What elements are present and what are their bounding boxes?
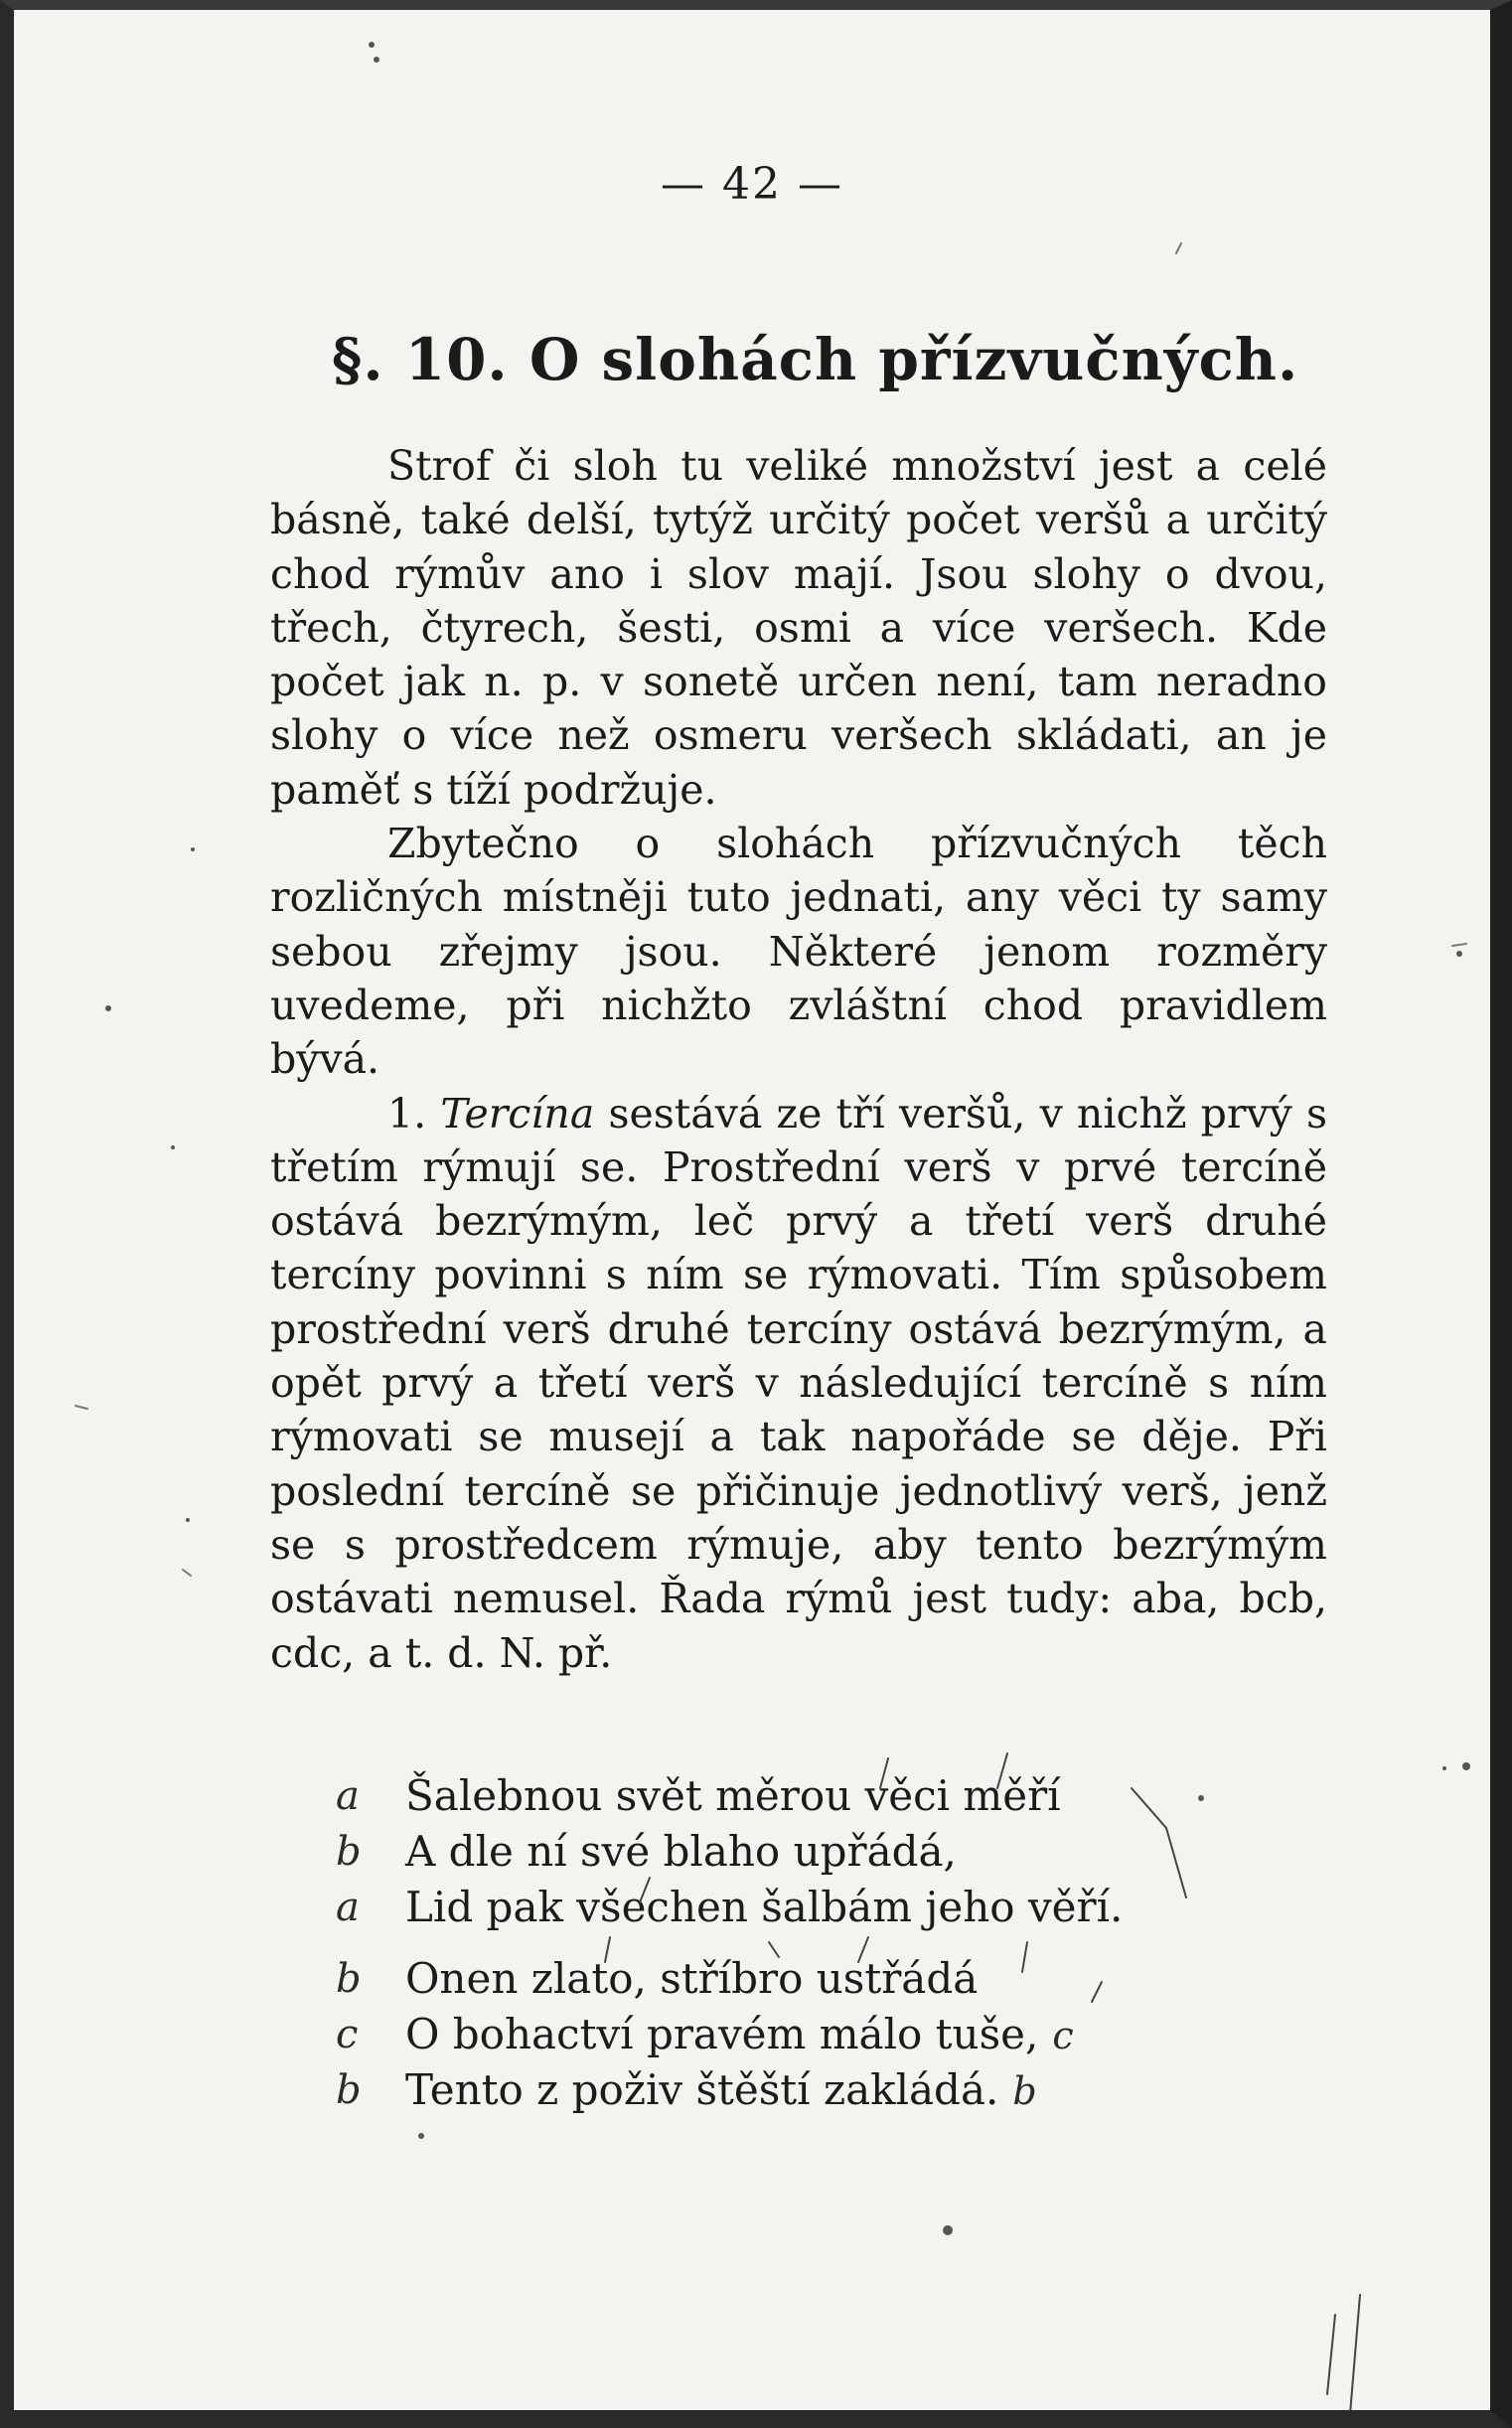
end-rhyme-mark: c bbox=[1052, 2014, 1074, 2057]
verse-text-content: O bohactví pravém málo tuše, bbox=[405, 2010, 1039, 2058]
poem-stanza-1 bbox=[336, 1768, 1236, 1935]
rhyme-mark: b bbox=[336, 2067, 362, 2113]
verse-text: Onen zlato, stříbro ustřádá bbox=[405, 1954, 979, 2003]
rhyme-mark: a bbox=[336, 1773, 360, 1819]
paragraph-1: Strof či sloh tu veliké množství jest a celé básně, také delší, tytýž určitý počet veršů a určitý chod rýmův ano i slov mají. Jsou slohy o dvou, třech, čtyrech, šesti, osmi a více veršech. Kde počet jak n. p. v sonetě určen není, tam neradno slohy o více než osmeru veršech skládati, an je paměť s tíží podržuje. bbox=[270, 442, 1327, 814]
rhyme-mark: b bbox=[336, 1829, 362, 1875]
paragraph-2: Zbytečno o slohách přízvučných těch rozličných místněji tuto jednati, any věci ty samy sebou zřejmy jsou. Některé jenom rozměry uvedeme, při nichžto zvláštní chod pravidlem bývá. bbox=[270, 820, 1327, 1084]
paragraph-3-term: Tercína bbox=[440, 1089, 595, 1138]
verse-text: Šalebnou svět měrou věci měří bbox=[405, 1771, 1061, 1820]
poem-line bbox=[336, 1824, 1236, 1880]
verse-text: Lid pak všechen šalbám jeho věří. bbox=[405, 1883, 1124, 1931]
verse-text: A dle ní své blaho upřádá, bbox=[405, 1827, 957, 1876]
paragraph-3-text: sestává ze tří veršů, v nichž prvý s třetím rýmují se. Prostřední verš v prvé tercíně ostává bezrýmým, leč prvý a třetí verš druhé tercíny povinni s ním se rýmovati. Tím spůsobem prostřední verš druhé tercíny ostává bezrýmým, a opět prvý a třetí verš v následující tercíně s ním rýmovati se musejí a tak napořáde se děje. Při poslední tercíně se přičinuje jednotlivý verš, jenž se s prostředcem rýmuje, aby tento bezrýmým ostávati nemusel. Řada rýmů jest tudy: aba, bcb, cdc, a t. d. N. př. bbox=[270, 1089, 1327, 1677]
body-text bbox=[270, 439, 1327, 1680]
paragraph-3 bbox=[270, 1087, 1327, 1680]
page-number: — 42 — bbox=[661, 159, 843, 210]
page-content bbox=[14, 10, 1490, 2410]
rhyme-mark: b bbox=[336, 1956, 362, 2002]
example-poem bbox=[336, 1768, 1236, 2118]
section-title: §. 10. O slohách přízvučných. bbox=[332, 326, 1299, 393]
poem-line bbox=[336, 1880, 1236, 1935]
paragraph-3-number: 1. bbox=[387, 1089, 427, 1138]
poem-stanza-2 bbox=[336, 1951, 1236, 2118]
verse-text bbox=[405, 2007, 1074, 2063]
rhyme-mark: c bbox=[336, 2012, 359, 2057]
poem-line bbox=[336, 2062, 1236, 2118]
verse-text bbox=[405, 2062, 1037, 2119]
rhyme-mark: a bbox=[336, 1885, 360, 1930]
poem-line bbox=[336, 2007, 1236, 2062]
end-rhyme-mark: b bbox=[1012, 2069, 1037, 2113]
poem-line bbox=[336, 1951, 1236, 2007]
verse-text-content: Tento z poživ štěští zakládá. bbox=[405, 2065, 999, 2114]
poem-line bbox=[336, 1768, 1236, 1824]
